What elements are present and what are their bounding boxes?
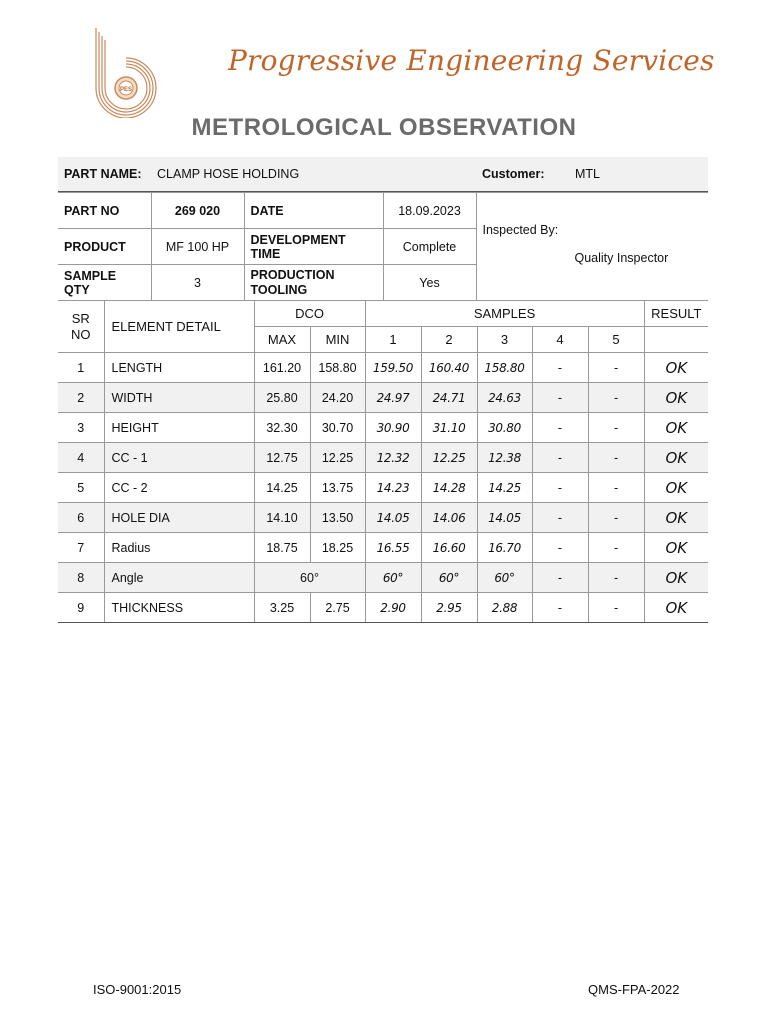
logo-text: PES <box>119 87 133 93</box>
sample-cell: 2.88 <box>477 593 532 623</box>
date-label: DATE <box>244 193 383 229</box>
max-cell: 161.20 <box>254 353 310 383</box>
sample-qty-label: SAMPLE QTY <box>58 265 151 301</box>
element-detail-header: ELEMENT DETAIL <box>104 301 254 353</box>
table-row <box>58 503 708 533</box>
element-cell: HOLE DIA <box>104 503 254 533</box>
dco-header: DCO <box>254 301 365 327</box>
min-cell: 24.20 <box>310 383 365 413</box>
sample-cell: 2.90 <box>365 593 421 623</box>
sr-no-cell: 9 <box>58 593 104 623</box>
inspected-by-value: Quality Inspector <box>574 251 669 265</box>
sample-cell: 14.05 <box>477 503 532 533</box>
min-cell: 30.70 <box>310 413 365 443</box>
sample-col-header: 3 <box>477 327 532 353</box>
table-row <box>58 593 708 623</box>
sample-cell: 16.55 <box>365 533 421 563</box>
footer-doc-code: QMS-FPA-2022 <box>588 982 680 997</box>
element-cell: THICKNESS <box>104 593 254 623</box>
production-tooling-label: PRODUCTION TOOLING <box>244 265 383 301</box>
part-header-row <box>58 157 708 192</box>
element-cell: LENGTH <box>104 353 254 383</box>
result-cell: OK <box>644 563 708 593</box>
sample-cell: 60° <box>477 563 532 593</box>
sample-cell: - <box>532 533 588 563</box>
sample-col-header: 5 <box>588 327 644 353</box>
min-cell: 13.50 <box>310 503 365 533</box>
sr-no-cell: 4 <box>58 443 104 473</box>
min-cell: 2.75 <box>310 593 365 623</box>
sample-cell: 60° <box>365 563 421 593</box>
sample-cell: - <box>532 473 588 503</box>
sample-cell: 14.23 <box>365 473 421 503</box>
sample-cell: - <box>588 593 644 623</box>
max-header: MAX <box>254 327 310 353</box>
sr-no-cell: 8 <box>58 563 104 593</box>
sample-cell: - <box>532 593 588 623</box>
max-cell: 12.75 <box>254 443 310 473</box>
company-name: Progressive Engineering Services <box>228 44 715 77</box>
sample-cell: - <box>588 563 644 593</box>
date-value: 18.09.2023 <box>383 193 476 229</box>
max-cell: 32.30 <box>254 413 310 443</box>
sample-cell: - <box>532 383 588 413</box>
max-cell: 14.25 <box>254 473 310 503</box>
table-row <box>58 533 708 563</box>
inspected-by-label: Inspected By: <box>482 223 559 237</box>
inspected-by-cell <box>476 193 708 301</box>
part-name-label: PART NAME: <box>64 167 142 181</box>
table-row <box>58 353 708 383</box>
sample-cell: 158.80 <box>477 353 532 383</box>
sample-cell: - <box>532 353 588 383</box>
sample-cell: 12.25 <box>421 443 477 473</box>
sample-cell: 14.05 <box>365 503 421 533</box>
footer-iso: ISO-9001:2015 <box>93 982 182 997</box>
sample-col-header: 1 <box>365 327 421 353</box>
result-cell: OK <box>644 413 708 443</box>
production-tooling-value: Yes <box>383 265 476 301</box>
customer-value: MTL <box>575 167 600 181</box>
table-row <box>58 473 708 503</box>
element-cell: CC - 1 <box>104 443 254 473</box>
max-cell: 14.10 <box>254 503 310 533</box>
sample-cell: - <box>588 383 644 413</box>
result-cell: OK <box>644 383 708 413</box>
max-cell: 3.25 <box>254 593 310 623</box>
sample-qty-value: 3 <box>151 265 244 301</box>
sr-no-cell: 5 <box>58 473 104 503</box>
element-cell: HEIGHT <box>104 413 254 443</box>
result-cell: OK <box>644 473 708 503</box>
sample-cell: - <box>532 413 588 443</box>
sample-cell: 30.80 <box>477 413 532 443</box>
sample-cell: 16.60 <box>421 533 477 563</box>
part-name-value: CLAMP HOSE HOLDING <box>157 167 300 181</box>
sample-cell: 24.71 <box>421 383 477 413</box>
sample-cell: 12.38 <box>477 443 532 473</box>
element-cell: Angle <box>104 563 254 593</box>
result-cell: OK <box>644 353 708 383</box>
max-cell: 25.80 <box>254 383 310 413</box>
min-header: MIN <box>310 327 365 353</box>
table-row <box>58 413 708 443</box>
development-time-value: Complete <box>383 229 476 265</box>
part-no-value: 269 020 <box>151 193 244 229</box>
sr-no-cell: 3 <box>58 413 104 443</box>
sample-cell: 16.70 <box>477 533 532 563</box>
sample-cell: 14.06 <box>421 503 477 533</box>
sample-cell: - <box>532 563 588 593</box>
sample-cell: 14.28 <box>421 473 477 503</box>
sample-cell: 12.32 <box>365 443 421 473</box>
part-info-table <box>58 192 708 301</box>
sample-col-header: 2 <box>421 327 477 353</box>
sample-cell: 24.63 <box>477 383 532 413</box>
sample-cell: 160.40 <box>421 353 477 383</box>
sample-cell: 2.95 <box>421 593 477 623</box>
company-logo <box>88 26 158 118</box>
sample-cell: - <box>588 413 644 443</box>
sr-no-cell: 6 <box>58 503 104 533</box>
table-row <box>58 563 708 593</box>
min-cell: 13.75 <box>310 473 365 503</box>
min-cell: 12.25 <box>310 443 365 473</box>
result-cell: OK <box>644 593 708 623</box>
table-row <box>58 383 708 413</box>
dco-merged-cell: 60° <box>254 563 365 593</box>
result-subheader <box>644 327 708 353</box>
result-cell: OK <box>644 503 708 533</box>
sample-cell: 31.10 <box>421 413 477 443</box>
sample-col-header: 4 <box>532 327 588 353</box>
product-value: MF 100 HP <box>151 229 244 265</box>
min-cell: 158.80 <box>310 353 365 383</box>
sample-cell: - <box>588 443 644 473</box>
sample-cell: 159.50 <box>365 353 421 383</box>
sample-cell: - <box>588 533 644 563</box>
sr-no-cell: 1 <box>58 353 104 383</box>
development-time-label: DEVELOPMENT TIME <box>244 229 383 265</box>
element-cell: WIDTH <box>104 383 254 413</box>
sample-cell: - <box>588 473 644 503</box>
sample-cell: 30.90 <box>365 413 421 443</box>
table-row <box>58 443 708 473</box>
sr-no-cell: 7 <box>58 533 104 563</box>
result-header: RESULT <box>644 301 708 327</box>
max-cell: 18.75 <box>254 533 310 563</box>
min-cell: 18.25 <box>310 533 365 563</box>
sample-cell: 24.97 <box>365 383 421 413</box>
product-label: PRODUCT <box>58 229 151 265</box>
measurement-table <box>58 300 708 623</box>
sample-cell: 60° <box>421 563 477 593</box>
sample-cell: - <box>588 353 644 383</box>
sample-cell: - <box>532 443 588 473</box>
sample-cell: 14.25 <box>477 473 532 503</box>
element-cell: CC - 2 <box>104 473 254 503</box>
sample-cell: - <box>588 503 644 533</box>
element-cell: Radius <box>104 533 254 563</box>
result-cell: OK <box>644 533 708 563</box>
sr-no-header: SR NO <box>58 301 104 353</box>
customer-label: Customer: <box>482 167 545 181</box>
sample-cell: - <box>532 503 588 533</box>
samples-header: SAMPLES <box>365 301 644 327</box>
part-no-label: PART NO <box>58 193 151 229</box>
result-cell: OK <box>644 443 708 473</box>
document-title: METROLOGICAL OBSERVATION <box>191 114 577 141</box>
sr-no-cell: 2 <box>58 383 104 413</box>
